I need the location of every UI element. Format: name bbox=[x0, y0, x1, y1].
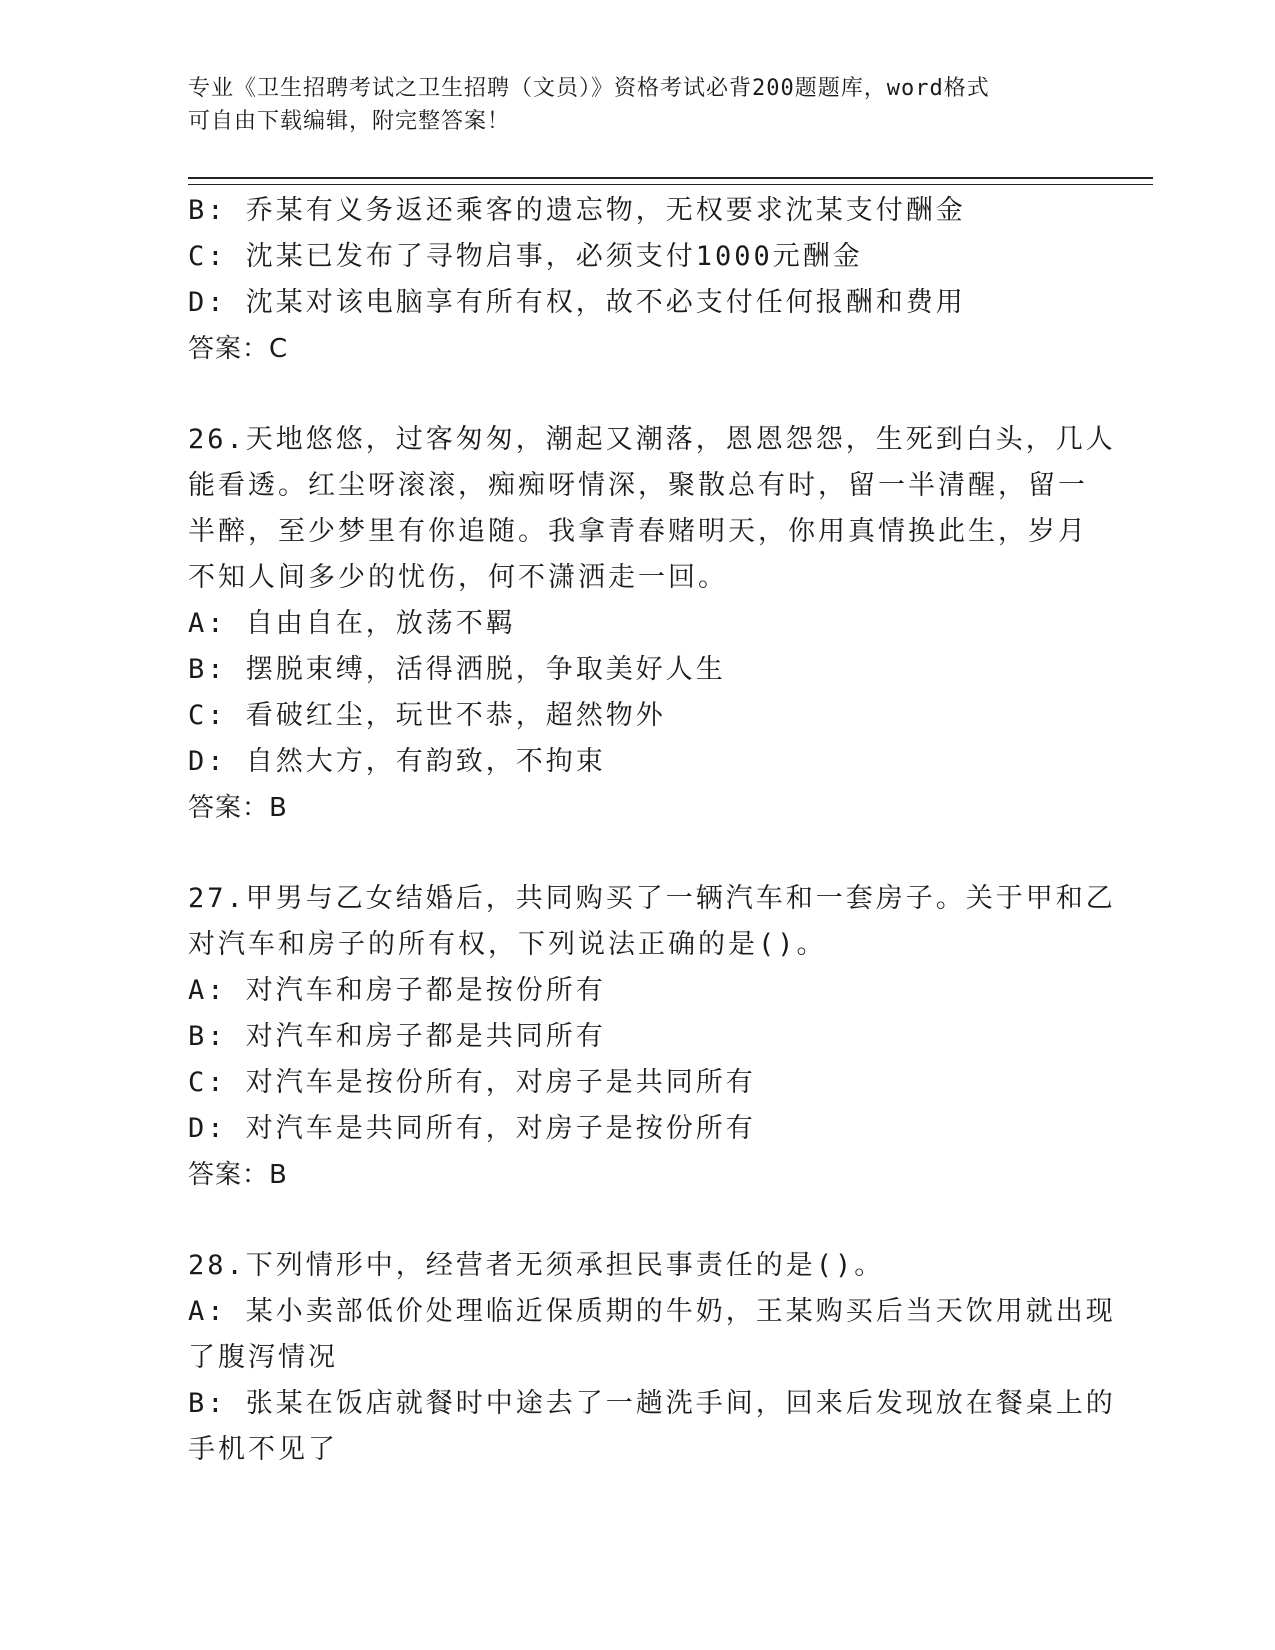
option-c: C: 对汽车是按份所有，对房子是共同所有 bbox=[188, 1067, 756, 1098]
option-b: B: 摆脱束缚，活得洒脱，争取美好人生 bbox=[188, 654, 726, 685]
header-title-line-1: 专业《卫生招聘考试之卫生招聘（文员）》资格考试必背200题题库，word格式 bbox=[188, 76, 990, 101]
question-28 bbox=[188, 1243, 1116, 1473]
question-stem-line: 28.下列情形中，经营者无须承担民事责任的是()。 bbox=[188, 1250, 885, 1281]
header-divider bbox=[188, 177, 1153, 185]
option-b: B: 乔某有义务返还乘客的遗忘物，无权要求沈某支付酬金 bbox=[188, 195, 966, 226]
option-d: D: 沈某对该电脑享有所有权，故不必支付任何报酬和费用 bbox=[188, 287, 966, 318]
option-a: A: 对汽车和房子都是按份所有 bbox=[188, 975, 606, 1006]
answer-label: 答案：B bbox=[188, 1160, 288, 1190]
document-header bbox=[188, 72, 1088, 138]
option-d: D: 对汽车是共同所有，对房子是按份所有 bbox=[188, 1113, 756, 1144]
header-title-line-2: 可自由下载编辑，附完整答案！ bbox=[188, 109, 511, 134]
question-26 bbox=[188, 417, 1116, 831]
option-b: B: 对汽车和房子都是共同所有 bbox=[188, 1021, 606, 1052]
option-d: D: 自然大方，有韵致，不拘束 bbox=[188, 746, 606, 777]
question-stem-line: 半醉，至少梦里有你追随。我拿青春赌明天，你用真情换此生，岁月 bbox=[188, 516, 1088, 547]
answer-label: 答案：C bbox=[188, 334, 289, 364]
question-27 bbox=[188, 876, 1116, 1198]
question-stem-line: 不知人间多少的忧伤，何不潇洒走一回。 bbox=[188, 562, 728, 593]
question-list bbox=[188, 188, 1116, 1473]
option-c: C: 看破红尘，玩世不恭，超然物外 bbox=[188, 700, 666, 731]
question-stem-line: 能看透。红尘呀滚滚，痴痴呀情深，聚散总有时，留一半清醒，留一 bbox=[188, 470, 1088, 501]
spacer bbox=[188, 831, 1088, 876]
option-b-continued: 手机不见了 bbox=[188, 1434, 338, 1465]
option-c: C: 沈某已发布了寻物启事，必须支付1000元酬金 bbox=[188, 241, 863, 272]
option-a: A: 某小卖部低价处理临近保质期的牛奶，王某购买后当天饮用就出现 bbox=[188, 1296, 1116, 1327]
spacer bbox=[188, 1198, 1088, 1243]
question-stem-line: 26.天地悠悠，过客匆匆，潮起又潮落，恩恩怨怨，生死到白头，几人 bbox=[188, 424, 1116, 455]
spacer bbox=[188, 372, 1088, 417]
answer-label: 答案：B bbox=[188, 793, 288, 823]
question-25 bbox=[188, 188, 1088, 372]
option-a: A: 自由自在，放荡不羁 bbox=[188, 608, 516, 639]
question-stem-line: 27.甲男与乙女结婚后，共同购买了一辆汽车和一套房子。关于甲和乙 bbox=[188, 883, 1116, 914]
option-b: B: 张某在饭店就餐时中途去了一趟洗手间，回来后发现放在餐桌上的 bbox=[188, 1388, 1116, 1419]
question-stem-line: 对汽车和房子的所有权，下列说法正确的是()。 bbox=[188, 929, 827, 960]
option-a-continued: 了腹泻情况 bbox=[188, 1342, 338, 1373]
